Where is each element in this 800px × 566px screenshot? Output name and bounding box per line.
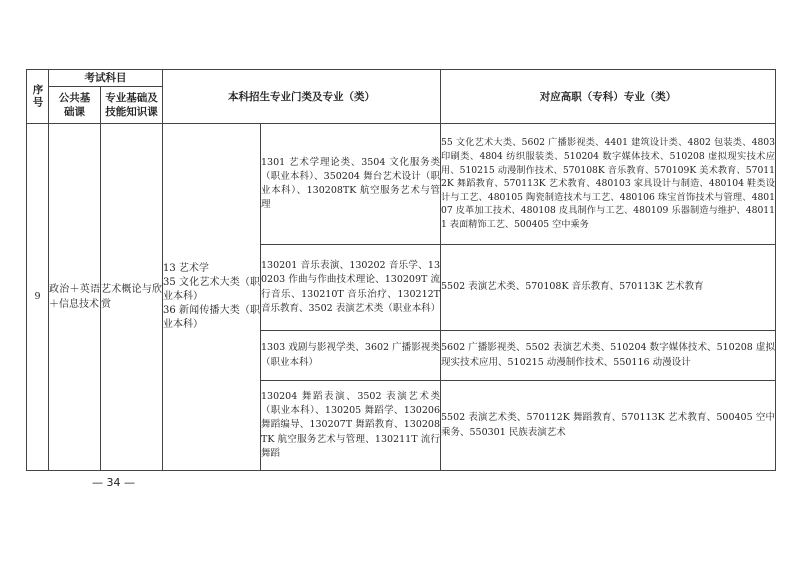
page-number: — 34 — [92,476,135,489]
row-category: 13 艺术学 35 文化艺术大类（职业本科） 36 新闻传播大类（职业本科） [163,124,261,471]
undergrad-cell: 1303 戏剧与影视学类、3602 广播影视类（职业本科） [261,331,441,381]
vocational-cell: 55 文化艺术大类、5602 广播影视类、4401 建筑设计类、4802 包装类、4803 印刷类、4804 纺织服装类、510204 数字媒体技术、510208 虚拟现实技术应用、510215 动漫制作技术、570108K 音乐教育、570109K 美术教育、570112K 舞蹈教育、570113K 艺术教育、480103 家具设计与制造、480104 鞋类设计与工艺、480105 陶瓷制造技术与工艺、480106 珠宝首饰技术与管理、480107 皮革加工技术、480108 皮具制作与工艺、480109 乐器制造与维护、480111 表面精饰工艺、500405 空中乘务 [441,124,776,245]
vocational-cell: 5602 广播影视类、5502 表演艺术类、510204 数字媒体技术、510208 虚拟现实技术应用、510215 动漫制作技术、550116 动漫设计 [441,331,776,381]
header-professional-basic: 专业基础及技能知识课 [101,87,163,124]
undergrad-cell: 130201 音乐表演、130202 音乐学、130203 作曲与作曲技术理论、130209T 流行音乐、130210T 音乐治疗、130212T 音乐教育、3502 表演艺术类（职业本科） [261,245,441,331]
admissions-table [26,69,776,471]
header-exam-subjects: 考试科目 [49,70,163,87]
header-undergrad-major: 本科招生专业门类及专业（类） [163,70,441,124]
undergrad-cell: 1301 艺术学理论类、3504 文化服务类（职业本科）、350204 舞台艺术设计（职业本科）、130208TK 航空服务艺术与管理 [261,124,441,245]
row-professional-basic: 艺术概论与欣赏 [101,124,163,471]
header-seq: 序号 [27,70,49,124]
header-public-basic: 公共基础课 [49,87,101,124]
header-vocational-major: 对应高职（专科）专业（类） [441,70,776,124]
undergrad-cell: 130204 舞蹈表演、3502 表演艺术类（职业本科）、130205 舞蹈学、130206 舞蹈编导、130207T 舞蹈教育、130208TK 航空服务艺术与管理、130211T 流行舞蹈 [261,381,441,471]
vocational-cell: 5502 表演艺术类、570108K 音乐教育、570113K 艺术教育 [441,245,776,331]
row-public-basic: 政治＋英语＋信息技术 [49,124,101,471]
vocational-cell: 5502 表演艺术类、570112K 舞蹈教育、570113K 艺术教育、500405 空中乘务、550301 民族表演艺术 [441,381,776,471]
row-seq: 9 [27,124,49,471]
